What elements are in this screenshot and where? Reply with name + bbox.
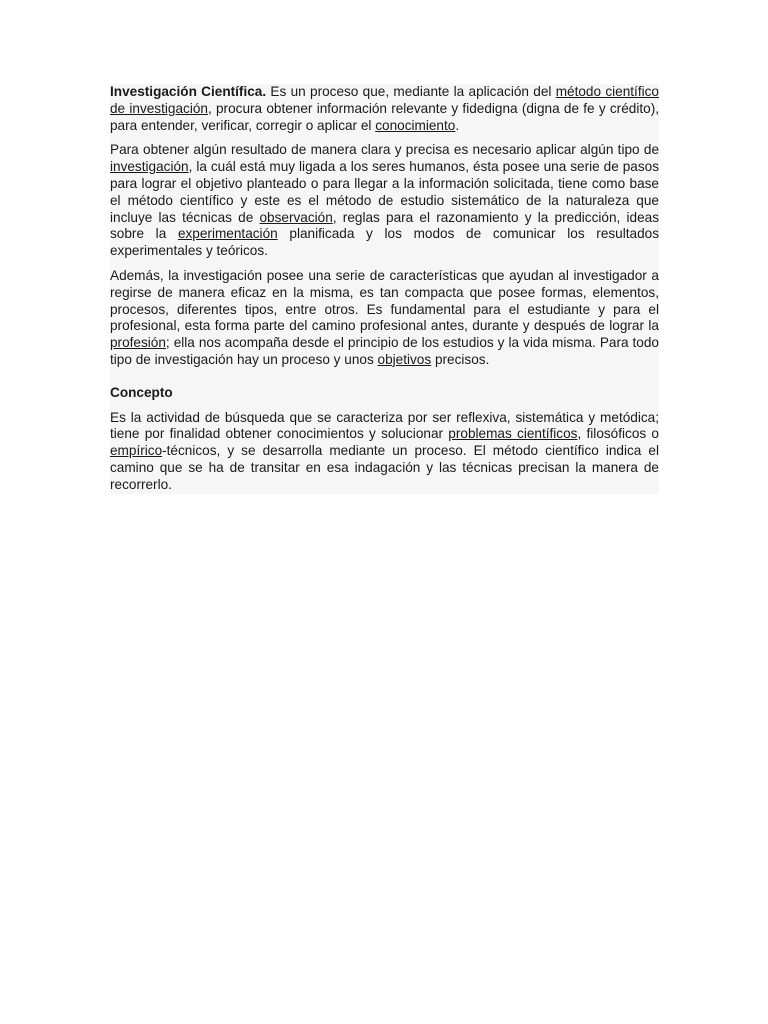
text-segment: Es un proceso que, mediante la aplicación del [266,84,556,99]
paragraph-concepto [110,410,659,494]
link-metodo-cientifico[interactable]: método científico de investigación [110,84,659,116]
link-empirico[interactable]: empírico [110,443,163,459]
paragraph-resultado [110,142,659,260]
text-segment: precisos. [431,351,490,367]
section-heading-concepto: Concepto [110,384,173,400]
text-segment: , reglas para el razonamiento y la predicción, ideas sobre la [110,209,659,242]
link-investigacion[interactable]: investigación [110,159,189,175]
document-content [110,84,659,494]
link-objetivos[interactable]: objetivos [377,351,432,367]
text-segment: Además, la investigación posee una serie de características que ayudan al investigador a regirse de manera eficaz en la misma, es tan compacta que posee formas, elementos, procesos, diferentes tipos, entre otros. Es fundamental para el estudiante y para el profesional, esta forma parte del camino profesional antes, durante y después de lograr la [110,267,659,334]
text-segment: , la cuál está muy ligada a los seres humanos, ésta posee una serie de pasos para lograr el objetivo planteado o para llegar a la información solicitada, tiene como base el método científico y este es el método de estudio sistemático de la naturaleza que incluye las técnicas de [110,159,659,225]
text-segment: ; ella nos acompaña desde el principio de los estudios y la vida misma. Para todo tipo de investigación hay un proceso y unos [110,335,659,367]
link-problemas-cientificos[interactable]: problemas científicos [448,426,578,442]
text-segment: Es la actividad de búsqueda que se caracteriza por ser reflexiva, sistemática y metódica; tiene por finalidad obtener conocimientos y solucionar [110,409,659,442]
paragraph-caracteristicas [110,268,659,369]
link-observacion[interactable]: observación [259,209,333,225]
link-profesion[interactable]: profesión [110,335,166,351]
text-segment: . [455,117,460,133]
text-segment: -técnicos, y se desarrolla mediante un proceso. El método científico indica el camino que se ha de transitar en esa indagación y las técnicas precisan la manera de recorrerlo. [110,443,659,492]
text-segment: Para obtener algún resultado de manera clara y precisa es necesario aplicar algún tipo de [110,142,659,158]
link-experimentacion[interactable]: experimentación [177,226,278,242]
term-title: Investigación Científica. [110,84,267,99]
text-segment: planificada y los modos de comunicar los resultados experimentales y teóricos. [110,226,660,259]
text-segment: , procura obtener información relevante y fidedigna (digna de fe y crédito), para entender, verificar, corregir o aplicar el [110,100,659,133]
paragraph-intro [110,84,659,134]
text-segment: , filosóficos o [577,426,659,442]
link-conocimiento[interactable]: conocimiento [375,117,456,133]
